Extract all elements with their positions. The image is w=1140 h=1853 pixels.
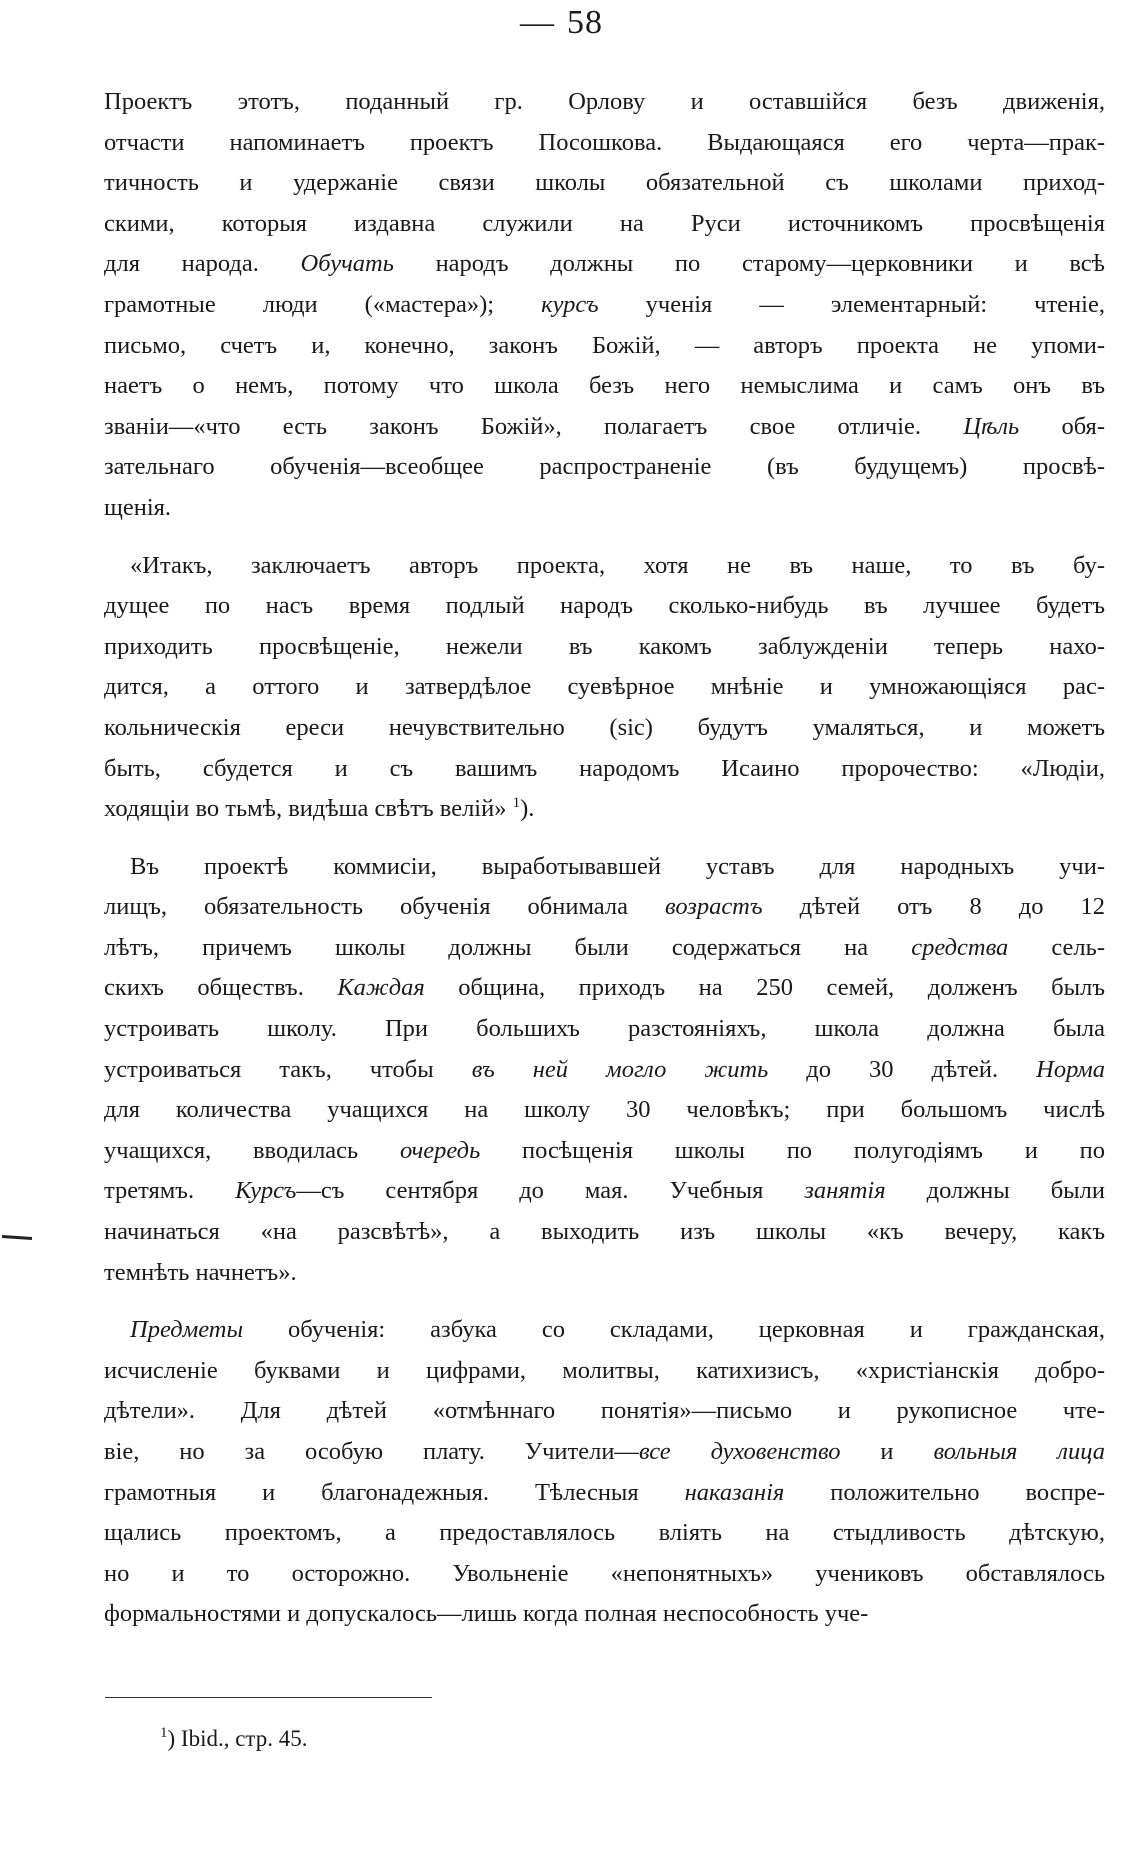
text-run: устроивать школу. При большихъ разстояніяхъ, школа должна была [104,1015,1105,1043]
emphasis: наказанія [684,1478,785,1506]
text-line [104,123,1105,164]
text-run: грамотныя и благонадежныя. Тѣлесныя [104,1478,685,1506]
emphasis: курсъ [541,290,599,318]
text-line [104,163,1105,204]
text-run: письмо, счетъ и, конечно, законъ Божій, — авторъ проекта не упоми- [104,331,1105,359]
paragraph [104,546,1105,830]
text-run: скихъ обществъ. [104,974,338,1002]
emphasis: въ ней могло жить [471,1055,769,1083]
text-run: обя- [1019,412,1105,440]
text-line [104,326,1105,367]
footnote-marker: 1 [160,1725,168,1741]
text-line [104,1050,1105,1091]
text-run: —съ сентября до мая. Учебныя [296,1177,805,1205]
text-run: начинаться «на разсвѣтѣ», а выходить изъ школы «къ вечеру, какъ [104,1218,1105,1246]
text-run: отчасти напоминаетъ проектъ Посошкова. Выдающаяся его черта—прак- [104,128,1105,156]
text-line [104,1513,1105,1554]
emphasis: Курсъ [235,1177,297,1205]
text-line [104,1594,1105,1635]
emphasis: все духовенство [638,1438,841,1465]
text-run: ученія — элементарный: чтеніе, [598,290,1105,318]
emphasis: Каждая [337,974,425,1002]
text-run: для народа. [104,250,301,278]
text-line [104,204,1105,245]
text-run: устроиваться такъ, чтобы [104,1055,472,1083]
text-line [104,749,1105,790]
text-run: дѣтей отъ 8 до 12 [762,893,1105,921]
text-line [104,708,1105,749]
text-line [104,1391,1105,1432]
text-run: темнѣть начнетъ». [104,1258,297,1286]
text-run: посѣщенія школы по полугодіямъ и по [480,1136,1105,1164]
paragraph [104,82,1105,529]
text-run: приходить просвѣщеніе, нежели въ какомъ заблужденіи теперь нахо- [104,632,1105,660]
text-line [104,447,1105,488]
text-run: щенія. [104,493,172,521]
emphasis: средства [911,933,1009,961]
footnote-reference: 1 [512,795,521,812]
text-line [104,285,1105,326]
text-run: до 30 дѣтей. [768,1055,1037,1083]
footnote-text: ) Ibid., стр. 45. [167,1726,308,1751]
text-run: «Итакъ, заключаетъ авторъ проекта, хотя не въ нашe, то въ бу- [130,551,1105,579]
text-run: дится, а оттого и затвердѣлое суевѣрное мнѣніе и умножающіяся рас- [104,673,1105,701]
text-run: щались проектомъ, а предоставлялось вліять на стыдливость дѣтскую, [104,1519,1105,1547]
text-run: обученія: азбука со складами, церковная и гражданская, [243,1316,1105,1344]
footnote-divider [105,1697,432,1698]
text-run: лѣтъ, причемъ школы должны были содержаться на [104,933,912,961]
text-run: дѣтели». Для дѣтей «отмѣннаго понятія»—письмо и рукописное чте- [104,1397,1105,1425]
text-run: Проектъ этотъ, поданный гр. Орлову и оставшійся безъ движенія, [104,88,1105,115]
text-line [104,1432,1105,1473]
emphasis: возрастъ [665,893,763,921]
text-line [104,407,1105,448]
text-line [104,366,1105,407]
text-run: быть, сбудется и съ вашимъ народомъ Исаино пророчество: «Людіи, [104,754,1105,782]
text-run: сель- [1008,933,1105,961]
text-run: ). [520,795,535,823]
text-line [104,244,1105,285]
text-run: Въ проектѣ коммисіи, выработывавшей уставъ для народныхъ учи- [130,852,1105,880]
text-run: грамотные люди («мастера»); [104,290,542,318]
text-run: для количества учащихся на школу 30 человѣкъ; при большомъ числѣ [104,1096,1105,1124]
text-line [104,789,1105,830]
text-run: зательнаго обученія—всеобщее распространеніе (въ будущемъ) просвѣ- [104,453,1105,481]
paragraph [104,1310,1105,1635]
text-line [104,1473,1105,1514]
text-line [104,928,1105,969]
text-line [104,847,1105,888]
emphasis: Обучать [300,250,394,278]
emphasis: вольныя лица [933,1438,1105,1465]
text-line [104,586,1105,627]
text-run: третямъ. [104,1177,236,1205]
text-line [104,1131,1105,1172]
text-run: кольническія ереси нечувствительно (sic) будутъ умаляться, и можетъ [104,713,1105,741]
text-line [104,546,1105,587]
text-run: должны были [885,1177,1105,1205]
margin-pencil-mark [2,1235,32,1240]
emphasis: занятія [804,1177,886,1205]
text-run: лищъ, обязательность обученія обнимала [104,893,666,921]
text-line [104,667,1105,708]
text-run: и [840,1438,934,1465]
body-text [104,82,1105,1652]
text-line [104,627,1105,668]
text-run: ходящіи во тьмѣ, видѣша свѣтъ велій» [104,795,513,823]
page-number-value: 58 [567,4,603,41]
text-run: положительно воспре- [784,1478,1105,1506]
text-line [104,1351,1105,1392]
text-run: скими, которыя издавна служили на Руси источникомъ просвѣщенія [104,209,1105,237]
text-run: віе, но за особую плату. Учители— [104,1438,639,1465]
text-line [104,887,1105,928]
text-run: формальностями и допускалось—лишь когда полная неспособность уче- [104,1600,869,1628]
emphasis: очередь [399,1136,481,1164]
emphasis: Норма [1036,1055,1105,1083]
text-run: тичность и удержаніе связи школы обязательной съ школами приход- [104,169,1105,197]
page-number [520,4,640,42]
text-run: народъ должны по старому—церковники и всѣ [393,250,1105,278]
text-run: наетъ о немъ, потому что школа безъ него немыслима и самъ онъ въ [104,372,1105,400]
text-line [104,1310,1105,1351]
text-line [104,82,1105,123]
paragraph [104,847,1105,1294]
text-line [104,1090,1105,1131]
text-line [104,968,1105,1009]
emphasis: Предметы [130,1316,244,1344]
text-run: учащихся, вводилась [104,1136,400,1164]
text-line [104,1009,1105,1050]
text-line [104,1253,1105,1294]
text-run: но и то осторожно. Увольненіе «непонятныхъ» учениковъ обставлялось [104,1559,1105,1587]
text-line [104,1554,1105,1595]
text-run: община, приходъ на 250 семей, долженъ былъ [424,974,1105,1002]
text-line [104,1212,1105,1253]
text-line [104,488,1105,529]
emphasis: Цѣль [963,412,1020,440]
page-number-dash: — [520,4,555,41]
text-run: званіи—«что есть законъ Божій», полагаетъ свое отличіе. [104,412,964,440]
footnote [160,1726,308,1752]
text-line [104,1171,1105,1212]
text-run: исчисленіе буквами и цифрами, молитвы, катихизисъ, «христіанскія добро- [104,1356,1105,1384]
text-run: дущее по насъ время подлый народъ сколько-нибудь въ лучшее будетъ [104,592,1105,620]
